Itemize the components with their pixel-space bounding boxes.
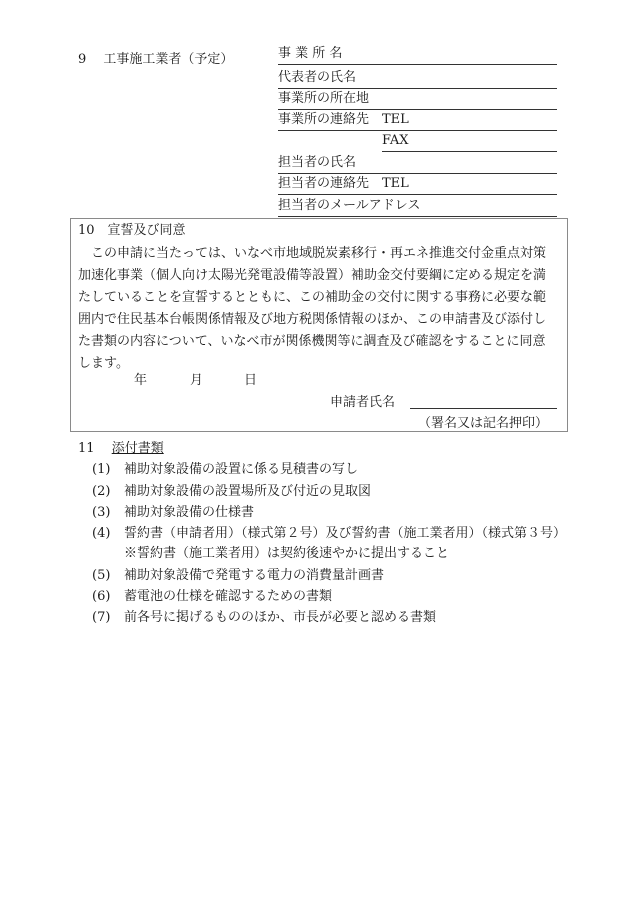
signature-note: （署名又は記名押印）: [418, 416, 549, 431]
oath-body: [78, 243, 562, 375]
attachment-number: (6): [92, 589, 111, 604]
attachment-number: (2): [92, 484, 111, 499]
attachments-title-text: 添付書類: [111, 441, 164, 456]
attachment-item4-note: ※誓約書（施工業者用）は契約後速やかに提出すること: [124, 546, 450, 561]
attachments-number: 11: [78, 441, 95, 456]
representative-name-label: 代表者の氏名: [278, 70, 357, 85]
staff-tel-label: TEL: [382, 176, 409, 191]
section9-title-text: 工事施工業者（予定）: [103, 52, 234, 67]
attachment-item: [92, 589, 332, 605]
date-month-label[interactable]: 月: [190, 373, 204, 388]
oath-line: た書類の内容について、いなべ市が関係機関等に調査及び確認をすることに同意: [78, 334, 546, 349]
oath-line: 加速化事業（個人向け太陽光発電設備等設置）補助金交付要綱に定める規定を満: [78, 268, 547, 283]
staff-tel-field[interactable]: [278, 174, 557, 195]
attachment-text: 補助対象設備で発電する電力の消費量計画書: [124, 568, 385, 583]
applicant-name-label: 申請者氏名: [330, 395, 396, 410]
attachment-text: 前各号に掲げるもののほか、市長が必要と認める書類: [124, 610, 437, 625]
attachment-text: 蓄電池の仕様を確認するための書類: [124, 589, 333, 604]
date-day-label[interactable]: 日: [244, 373, 258, 388]
representative-name-field[interactable]: [278, 68, 557, 89]
attachment-item: [92, 568, 384, 584]
office-address-field[interactable]: [278, 89, 557, 110]
attachment-text: 補助対象設備の設置に係る見積書の写し: [124, 462, 359, 477]
oath-line: 囲内で住民基本台帳関係情報及び地方税関係情報のほか、この申請書及び添付し: [78, 312, 547, 327]
staff-email-label: 担当者のメールアドレス: [278, 198, 421, 213]
applicant-signature-field[interactable]: [410, 408, 557, 409]
office-tel-field[interactable]: [278, 110, 557, 131]
attachment-text: 補助対象設備の仕様書: [124, 505, 255, 520]
date-year-label[interactable]: 年: [134, 373, 148, 388]
attachments-title: [78, 441, 164, 457]
office-fax-label: FAX: [382, 133, 409, 148]
attachment-number: (3): [92, 505, 111, 520]
office-name-label: 事 業 所 名: [278, 46, 343, 61]
oath-line: この申請に当たっては、いなべ市地域脱炭素移行・再エネ推進交付金重点対策: [78, 246, 547, 261]
attachment-item: [92, 484, 371, 500]
attachment-item: [92, 505, 254, 521]
section9-number: 9: [78, 52, 87, 67]
attachment-number: (7): [92, 610, 111, 625]
office-tel-label: TEL: [382, 112, 409, 127]
attachment-text: 誓約書（申請者用）（様式第２号）及び誓約書（施工業者用）（様式第３号）: [124, 526, 567, 541]
office-address-label: 事業所の所在地: [278, 91, 370, 106]
staff-contact-label: 担当者の連絡先: [278, 176, 370, 191]
attachment-item: [92, 610, 436, 626]
oath-heading: 10 宣誓及び同意: [78, 223, 186, 238]
attachment-number: (1): [92, 462, 111, 477]
staff-name-label: 担当者の氏名: [278, 155, 357, 170]
attachment-text: 補助対象設備の設置場所及び付近の見取図: [124, 484, 372, 499]
attachment-number: (5): [92, 568, 111, 583]
staff-email-field[interactable]: [278, 196, 557, 217]
attachment-number: (4): [92, 526, 111, 541]
office-fax-field[interactable]: [382, 131, 557, 152]
attachment-item: [92, 462, 358, 478]
attachment-item: [92, 526, 566, 542]
office-contact-label: 事業所の連絡先: [278, 112, 370, 127]
oath-line: たしていることを宣誓するとともに、この補助金の交付に関する事務に必要な範: [78, 290, 547, 305]
section9-title: [78, 52, 233, 68]
staff-name-field[interactable]: [278, 153, 557, 174]
oath-line: します。: [78, 356, 129, 371]
office-name-field[interactable]: [278, 44, 557, 65]
